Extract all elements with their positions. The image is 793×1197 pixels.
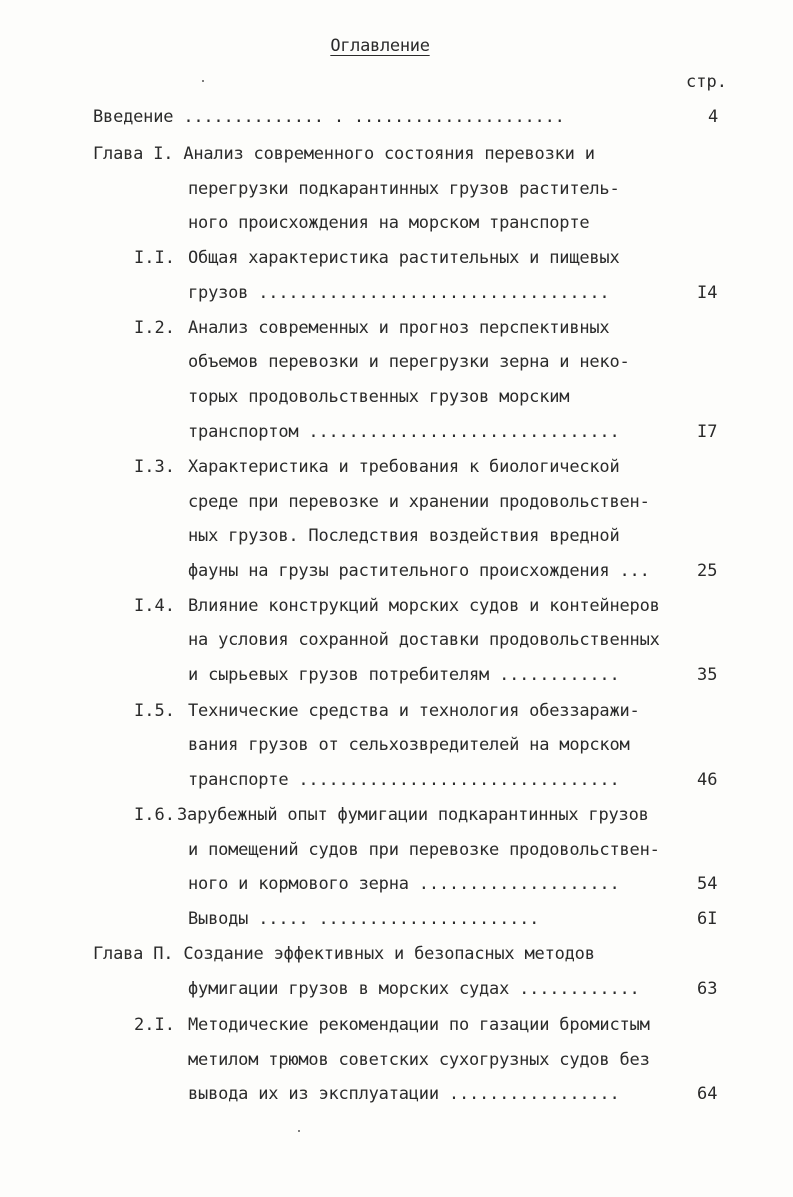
toc-line: фумигации грузов в морских судах ............ bbox=[188, 979, 640, 999]
toc-line: транспорте ................................ bbox=[188, 770, 620, 790]
toc-section-label: 2.I. bbox=[134, 1015, 175, 1035]
toc-section-label: I.2. bbox=[134, 318, 175, 338]
toc-line: Выводы ..... ...................... bbox=[188, 909, 540, 929]
toc-line: вывода их из эксплуатации ................. bbox=[188, 1084, 620, 1104]
toc-page-number: 46 bbox=[697, 770, 718, 790]
toc-line: вания грузов от сельхозвредителей на морском bbox=[188, 735, 630, 755]
toc-section-label: I.3. bbox=[134, 457, 175, 477]
toc-line: ного и кормового зерна .................... bbox=[188, 874, 620, 894]
toc-line: Влияние конструкций морских судов и контейнеров bbox=[188, 596, 660, 616]
toc-line: Технические средства и технология обеззаражи- bbox=[188, 701, 640, 721]
toc-line: ного происхождения на морском транспорте bbox=[188, 213, 590, 233]
toc-line: Глава I. Анализ современного состояния перевозки и bbox=[93, 144, 595, 164]
toc-line: и помещений судов при перевозке продовольствен- bbox=[188, 840, 660, 860]
toc-line: фауны на грузы растительного происхождения ... bbox=[188, 561, 650, 581]
toc-line: Общая характеристика растительных и пищевых bbox=[188, 248, 620, 268]
toc-line: объемов перевозки и перегрузки зерна и неко- bbox=[188, 352, 630, 372]
toc-line: и сырьевых грузов потребителям ............ bbox=[188, 665, 620, 685]
toc-section-label: I.5. bbox=[134, 701, 175, 721]
toc-line: перегрузки подкарантинных грузов раститель- bbox=[188, 179, 620, 199]
toc-page-number: I4 bbox=[697, 283, 718, 303]
page-column-label: стр. bbox=[686, 72, 727, 92]
toc-title: Оглавление bbox=[330, 36, 430, 56]
toc-page-number: I7 bbox=[697, 422, 718, 442]
toc-section-label: I.4. bbox=[134, 596, 175, 616]
toc-page-number: 63 bbox=[697, 979, 718, 999]
toc-line: грузов ................................... bbox=[188, 283, 610, 303]
toc-line: Методические рекомендации по газации бромистым bbox=[188, 1015, 650, 1035]
toc-line: метилом трюмов советских сухогрузных судов без bbox=[188, 1050, 650, 1070]
toc-line: Анализ современных и прогноз перспективных bbox=[188, 318, 610, 338]
toc-line: Введение .............. . ..................... bbox=[93, 107, 565, 127]
toc-line: торых продовольственных грузов морским bbox=[188, 387, 570, 407]
toc-line: ных грузов. Последствия воздействия вредной bbox=[188, 526, 620, 546]
toc-line: на условия сохранной доставки продовольственных bbox=[188, 630, 660, 650]
toc-section-label: I.6. bbox=[134, 805, 175, 825]
toc-line: Характеристика и требования к биологической bbox=[188, 457, 620, 477]
toc-section-label: I.I. bbox=[134, 248, 175, 268]
toc-page-number: 6I bbox=[697, 909, 718, 929]
toc-page-number: 64 bbox=[697, 1084, 718, 1104]
toc-line: Зарубежный опыт фумигации подкарантинных грузов bbox=[177, 805, 649, 825]
toc-page-number: 35 bbox=[697, 665, 718, 685]
scan-speck bbox=[202, 80, 204, 82]
toc-page-number: 54 bbox=[697, 874, 718, 894]
toc-page-number: 4 bbox=[708, 107, 719, 127]
toc-line: Глава П. Создание эффективных и безопасных методов bbox=[93, 944, 595, 964]
toc-line: среде при перевозке и хранении продовольствен- bbox=[188, 492, 650, 512]
toc-line: транспортом ............................... bbox=[188, 422, 620, 442]
scan-speck bbox=[298, 1130, 300, 1132]
toc-page-number: 25 bbox=[697, 561, 718, 581]
